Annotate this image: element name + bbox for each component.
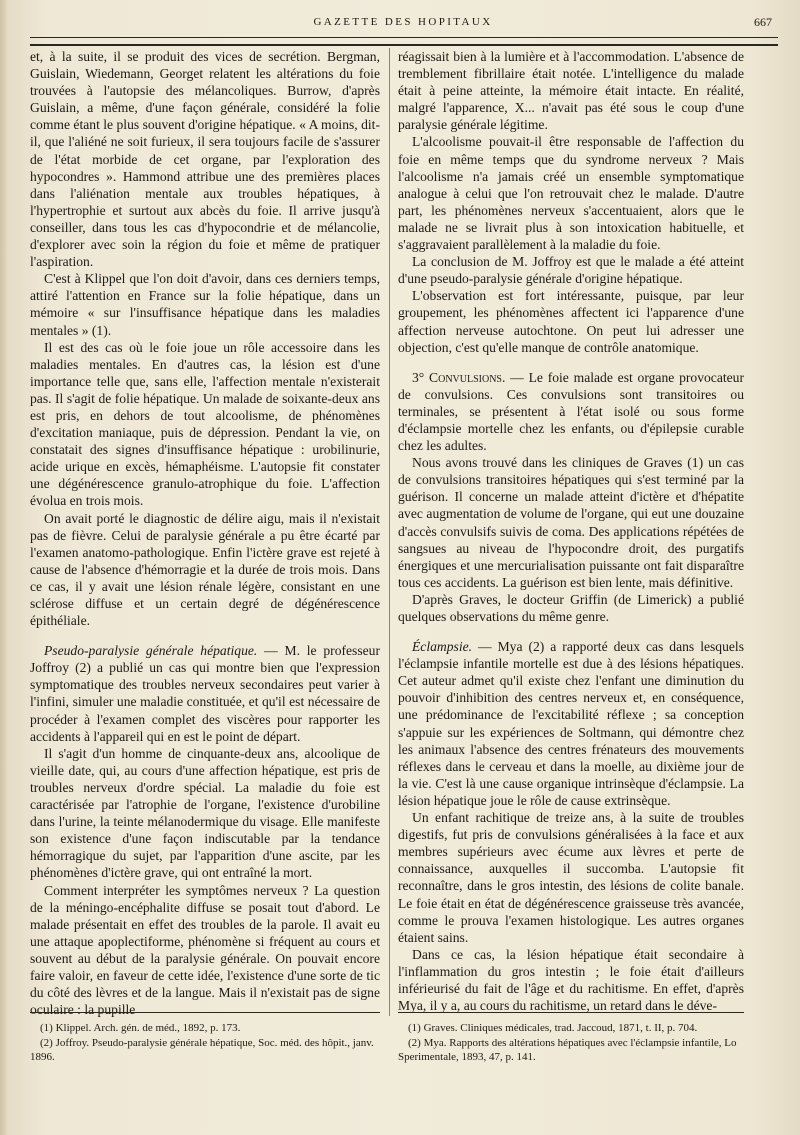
- section-text: — Mya (2) a rapporté deux cas dans lesquels l'éclampsie infantile mortelle est due à des lésions hépatiques. Cet auteur admet qu'il existe chez l'enfant une diminution du pouvoir d'inhibition des centres nerveux et, en conséquence, une prédominance de l'excitabilité réflexe ; sa conception s'appuie sur les expériences de Soltmann, qui démontre chez les animaux l'absence des centres frénateurs des mouvements réflexes dans le cerveau et dans la moelle, au dixième jour de la vie. C'est là une cause organique intrinsèque d'éclampsie. La lésion hépatique joue le rôle de cause extrinsèque.: [398, 639, 744, 808]
- section-paragraph: [398, 638, 744, 809]
- paragraph: La conclusion de M. Joffroy est que le malade a été atteint d'une pseudo-paralysie générale d'origine hépatique.: [398, 254, 744, 287]
- footnote-rule-right: [398, 1012, 744, 1013]
- section-paragraph: [398, 369, 744, 454]
- page-number: 667: [754, 15, 772, 29]
- section-text: — M. le professeur Joffroy (2) a publié un cas qui montre bien que l'expression symptomatique des troubles nerveux secondaires peut varier à l'infini, simuler une maladie constituée, et qu'il est nécessaire de procéder à l'examen complet des viscères pour rapporter les accidents à l'appareil qui en est le point de départ.: [30, 643, 380, 744]
- paragraph: Nous avons trouvé dans les cliniques de Graves (1) un cas de convulsions transitoires hépatiques qui s'est terminé par la guérison. Il concerne un malade atteint d'ictère et d'hépatite avec augmentation de volume de l'organe, qui eut une douzaine d'accès convulsifs suivis de coma. Des applications répétées de sangsues au niveau de l'hypocondre droit, des purgatifs énergiques et une mercurialisation puissante ont fait disparaître tous ces accidents. La guérison est bien lente, mais définitive.: [398, 455, 744, 590]
- paragraph: Dans ce cas, la lésion hépatique était secondaire à l'inflammation du gros intestin ; le foie était d'ailleurs inférieurisé du fait de l'âge et du rachitisme. En effet, d'après Mya, il y a, au cours du rachitisme, un retard dans le déve-: [398, 946, 744, 1014]
- journal-title: GAZETTE DES HOPITAUX: [313, 16, 493, 28]
- column-divider: [389, 48, 390, 1016]
- footnote: (2) Mya. Rapports des altérations hépatiques avec l'éclampsie infantile, Lo Sperimentale, 1893, 47, p. 141.: [398, 1037, 737, 1064]
- paragraph: Il est des cas où le foie joue un rôle accessoire dans les maladies mentales. En d'autres cas, la lésion est d'une importance telle que, sans elle, l'affection mentale n'existerait pas. Il s'agit de folie hépatique. Un malade de soixante-deux ans est pris, en dehors de tout alcoolisme, de phénomènes d'excitation maniaque, puis de dépression. Pendant la vie, on constatait des signes d'insuffisance hépatique : urobilinurie, acide urique en excès, hémaphéisme. L'autopsie fit constater une dégénérescence granulo-atrophique du foie. L'affection évolua en trois mois.: [30, 339, 380, 509]
- footnote-rule-left: [30, 1012, 380, 1013]
- left-column: [30, 48, 380, 1018]
- paragraph: Un enfant rachitique de treize ans, à la suite de troubles digestifs, fut pris de convulsions généralisées à la face et aux membres supérieurs avec écume aux lèvres et perte de connaissance, auxquelles il succomba. L'autopsie fit reconnaître, dans le gros intestin, des lésions de colite banale. Le foie était en état de dégénérescence graisseuse très avancée, comme le prouva l'examen histologique. Les autres organes étaient sains.: [398, 810, 744, 945]
- section-gap: [398, 356, 744, 369]
- header-rule-thick: [30, 44, 778, 46]
- paragraph: D'après Graves, le docteur Griffin (de Limerick) a publié quelques observations du même genre.: [398, 591, 744, 624]
- paragraph: et, à la suite, il se produit des vices de secrétion. Bergman, Guislain, Wiedemann, Georget relatent les altérations du foie trouvées à l'autopsie des mélancoliques. Burrow, d'après Guislain, a même, d'une façon générale, considéré la folie comme étant le plus souvent d'origine hépatique. « A moins, dit-il, que l'aliéné ne soit furieux, il sera toujours facile de s'assurer de l'état morbide de cet organe, par l'exploration des hypocondres ». Hammond attribue une des premières places dans l'aliénation mentale aux troubles hépatiques, à l'hypertrophie et surtout aux abcès du foie. Il arrive jusqu'à conseiller, dans tous les cas d'hypocondrie et de mélancolie, d'explorer avec soin la région du foie et même de pratiquer l'aspiration.: [30, 49, 380, 270]
- paragraph: Il s'agit d'un homme de cinquante-deux ans, alcoolique de vieille date, qui, au cours d'une affection hépatique, est pris de troubles nerveux d'ordre spécial. La maladie du foie est caractérisée par l'atrophie de l'organe, l'existence d'urobiline dans l'urine, la teinte mélanodermique du visage. Elle manifeste son existence d'une façon indiscutable par la tendance hémorragique du sujet, par l'apparition d'une ascite, par les phénomènes d'ictère grave, qui ont entraîné la mort.: [30, 745, 380, 881]
- right-column: [398, 48, 744, 1014]
- header-rule-thin: [30, 37, 778, 38]
- paragraph: C'est à Klippel que l'on doit d'avoir, dans ces derniers temps, attiré l'attention en France sur la folie hépatique, dans un mémoire « sur l'insuffisance hépatique dans les maladies mentales » (1).: [30, 271, 380, 338]
- section-gap: [30, 629, 380, 642]
- footnote: (2) Joffroy. Pseudo-paralysie générale hépatique, Soc. méd. des hôpit., janv. 1896.: [30, 1037, 374, 1064]
- section-heading-convulsions: Convulsions.: [429, 369, 506, 385]
- paragraph: L'alcoolisme pouvait-il être responsable de l'affection du foie en même temps que du syndrome nerveux ? Mais l'alcoolisme n'a jamais créé un ensemble symptomatique analogue à celui que l'on retrouvait chez le malade. D'autre part, les phénomènes nerveux s'accentuaient, alors que le malade ne se livrait plus à son intoxication habituelle, et s'aggravaient parallèlement à la maladie du foie.: [398, 134, 744, 253]
- footnote: (1) Graves. Cliniques médicales, trad. Jaccoud, 1871, t. II, p. 704.: [408, 1022, 698, 1034]
- paragraph: L'observation est fort intéressante, puisque, par leur groupement, les phénomènes affectent ici l'apparence d'une affection nerveuse autochtone. On peut lui adresser une objection, c'est qu'elle manque de contrôle anatomique.: [398, 288, 744, 355]
- footnote: (1) Klippel. Arch. gén. de méd., 1892, p. 173.: [40, 1022, 241, 1034]
- section-text: — Le foie malade est organe provocateur de convulsions. Ces convulsions sont transitoires ou terminales, se présentent à l'état isolé ou sous forme d'éclampsie mortelle chez les enfants, ou d'épilepsie curable chez les adultes.: [398, 369, 744, 454]
- paragraph: Comment interpréter les symptômes nerveux ? La question de la méningo-encéphalite diffuse se posait tout d'abord. Le malade présentait en effet des troubles de la parole. Il avait eu une attaque apoplectiforme, phénomène si fréquent au cours et souvent au début de la paralysie générale. On pouvait encore faire valoir, en faveur de cette idée, l'existence d'une sorte de tic du côté des lèvres et de la langue. Mais il n'existait pas de signe oculaire : la pupille: [30, 882, 380, 1018]
- section-paragraph: [30, 642, 380, 745]
- footnotes-left: [30, 1021, 380, 1066]
- paragraph: On avait porté le diagnostic de délire aigu, mais il n'existait pas de fièvre. Celui de paralysie générale a pu être écarté par l'examen anatomo-pathologique. Enfin l'ictère grave est rejeté à cause de l'absence d'hémorragie et la durée de trois mois. Dans ce cas, il y avait une lésion rénale légère, consistant en une sclérose diffuse et un certain degré de dégénérescence épithéliale.: [30, 510, 380, 629]
- paragraph: réagissait bien à la lumière et à l'accommodation. L'absence de tremblement fibrillaire était notée. L'intelligence du malade était à peine atteinte, la mémoire était intacte. En réalité, malgré l'apparence, X... n'avait pas été sous le coup d'une paralysie générale légitime.: [398, 49, 744, 133]
- section-heading-eclampsie: Éclampsie.: [412, 639, 473, 655]
- section-heading-pseudo-paralysie: Pseudo-paralysie générale hépatique.: [44, 643, 258, 659]
- footnotes-right: [398, 1021, 744, 1066]
- page-edge-shadow: [0, 0, 8, 1135]
- section-gap: [398, 625, 744, 638]
- page-header: [28, 12, 778, 32]
- section-number: 3°: [412, 369, 430, 385]
